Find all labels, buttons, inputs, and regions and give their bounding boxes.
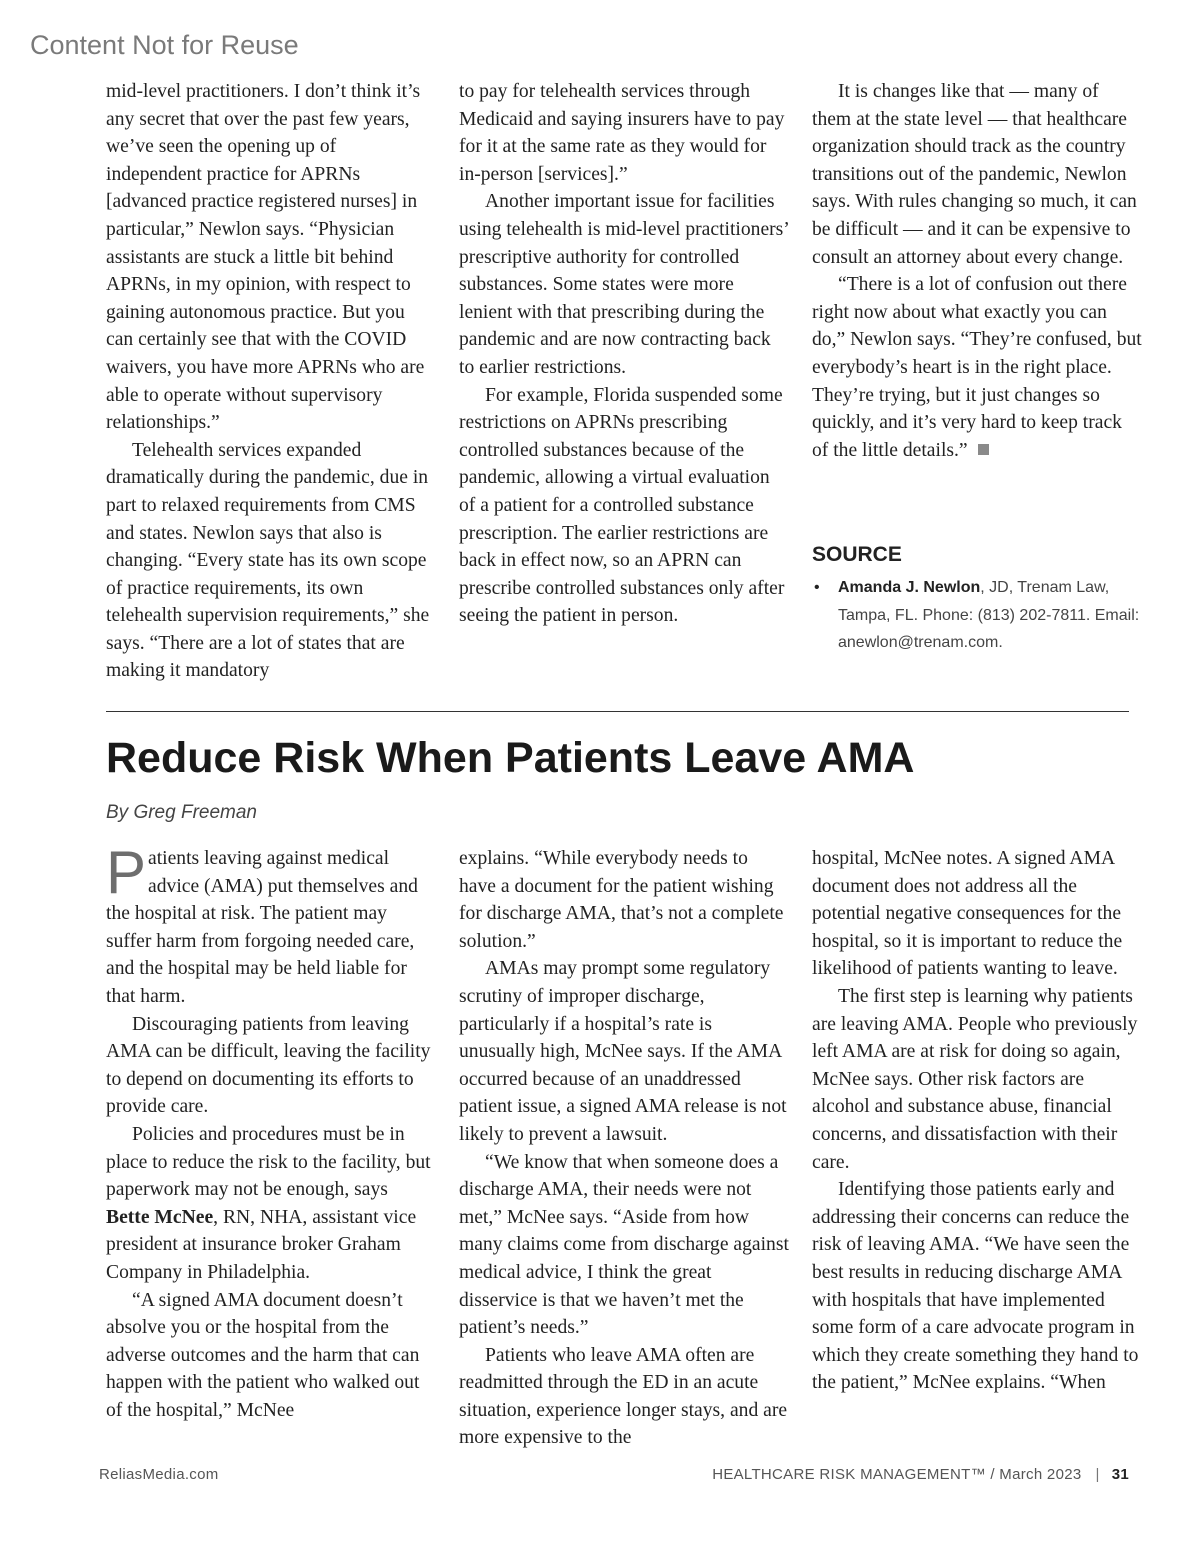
- paragraph: to pay for telehealth services through Medicaid and saying insurers have to pay for it at the same rate as they would for in-person [services].”: [459, 81, 785, 185]
- person-name: Bette McNee: [106, 1206, 214, 1228]
- end-of-article-square-icon: [978, 444, 989, 455]
- source-details: , JD, Trenam Law, Tampa, FL. Phone: (813) 202-7811. Email: anewlon@trenam.com.: [838, 579, 1140, 651]
- footer-separator: |: [1095, 1466, 1100, 1483]
- article-headline: Reduce Risk When Patients Leave AMA: [106, 734, 915, 782]
- paragraph: Patients who leave AMA often are readmitted through the ED in an acute situation, experience longer stays, and are more expensive to the: [459, 1344, 788, 1449]
- paragraph: It is changes like that — many of them at the state level — that healthcare organization should track as the country transitions out of the pandemic, Newlon says. With rules changing so much, it can be difficult — and it can be expensive to consult an attorney about every change.: [812, 81, 1137, 268]
- paragraph: “We know that when someone does a discharge AMA, their needs were not met,” McNee says. “Aside from how many claims come from discharge against medical advice, I think the great disservice is that we haven’t met the patient’s needs.”: [459, 1151, 789, 1339]
- paragraph-text: “There is a lot of confusion out there right now about what exactly you can do,” Newlon says. “They’re confused, but everybody’s heart is in the right place. They’re trying, but it just changes so quickly, and it’s very hard to keep track of the little details.”: [812, 274, 1142, 461]
- paragraph: Discouraging patients from leaving AMA can be difficult, leaving the facility to depend on documenting its efforts to provide care.: [106, 1013, 431, 1118]
- paragraph: mid-level practitioners. I don’t think it’s any secret that over the past few years, we’ve seen the opening up of independent practice for APRNs [advanced practice registered nurses] in particular,” Newlon says. “Physician assistants are stuck a little bit behind APRNs, in my opinion, with respect to gaining autonomous practice. But you can certainly see that with the COVID waivers, you have more APRNs who are able to operate without supervisory relationships.”: [106, 81, 425, 434]
- source-item: [812, 574, 1142, 657]
- paragraph: Another important issue for facilities using telehealth is mid-level practitioners’ prescriptive authority for controlled substances. Some states were more lenient with that prescribing during the pandemic and are now contracting back to earlier restrictions.: [459, 191, 789, 378]
- page-number: 31: [1111, 1466, 1129, 1483]
- paragraph-text: atients leaving against medical advice (AMA) put themselves and the hospital at risk. The patient may suffer harm from forgoing needed care, and the hospital may be held liable for that harm.: [106, 848, 418, 1007]
- top-column-3: [812, 78, 1142, 464]
- footer-publication: [712, 1466, 1129, 1483]
- footer-website: ReliasMedia.com: [99, 1466, 219, 1483]
- paragraph: AMAs may prompt some regulatory scrutiny of improper discharge, particularly if a hospital’s rate is unusually high, McNee says. If the AMA occurred because of an unaddressed patient issue, a signed AMA release is not likely to prevent a lawsuit.: [459, 958, 787, 1145]
- publication-title: HEALTHCARE RISK MANAGEMENT™ / March 2023: [712, 1466, 1082, 1483]
- paragraph: hospital, McNee notes. A signed AMA document does not address all the potential negative consequences for the hospital, so it is important to reduce the likelihood of patients wanting to leave.: [812, 848, 1123, 980]
- source-name: Amanda J. Newlon: [838, 579, 981, 596]
- paragraph: explains. “While everybody needs to have a document for the patient wishing for discharge AMA, that’s not a complete solution.”: [459, 848, 784, 952]
- bullet-icon: •: [814, 579, 820, 596]
- section-divider: [106, 711, 1129, 712]
- paragraph-end: [812, 271, 1142, 464]
- paragraph: “A signed AMA document doesn’t absolve you or the hospital from the adverse outcomes and the harm that can happen with the patient who walked out of the hospital,” McNee: [106, 1289, 420, 1421]
- article-column-3: [812, 845, 1142, 1397]
- paragraph-lead: [106, 839, 436, 1011]
- paragraph: Identifying those patients early and addressing their concerns can reduce the risk of leaving AMA. “We have seen the best results in reducing discharge AMA with hospitals that have implemented some form of a care advocate program in which they create something they hand to the patient,” McNee explains. “When: [812, 1179, 1139, 1394]
- drop-cap: P: [106, 839, 147, 906]
- watermark: Content Not for Reuse: [30, 30, 299, 60]
- paragraph: [106, 1121, 436, 1287]
- paragraph: For example, Florida suspended some restrictions on APRNs prescribing controlled substances because of the pandemic, allowing a virtual evaluation of a patient for a controlled substance prescription. The earlier restrictions are back in effect now, so an APRN can prescribe controlled substances only after seeing the patient in person.: [459, 384, 785, 627]
- article-column-2: [459, 845, 789, 1452]
- paragraph: The first step is learning why patients are leaving AMA. People who previously left AMA are at risk for doing so again, McNee says. Other risk factors are alcohol and substance abuse, financial concerns, and dissatisfaction with their care.: [812, 985, 1138, 1173]
- paragraph: Telehealth services expanded dramatically during the pandemic, due in part to relaxed requirements from CMS and states. Newlon says that also is changing. “Every state has its own scope of practice requirements, its own telehealth supervision requirements,” she says. “There are a lot of states that are making it mandatory: [106, 439, 430, 682]
- source-heading: SOURCE: [812, 543, 902, 566]
- paragraph-text: , RN, NHA, assistant vice president at insurance broker Graham Company in Philadelphia.: [106, 1206, 417, 1283]
- top-column-2: [459, 78, 789, 630]
- top-column-1: [106, 78, 436, 685]
- article-byline: By Greg Freeman: [106, 802, 257, 823]
- source-list: [812, 574, 1142, 657]
- article-column-1: [106, 839, 436, 1424]
- paragraph-text: Policies and procedures must be in place to reduce the risk to the facility, but paperwork may not be enough, says: [106, 1123, 431, 1201]
